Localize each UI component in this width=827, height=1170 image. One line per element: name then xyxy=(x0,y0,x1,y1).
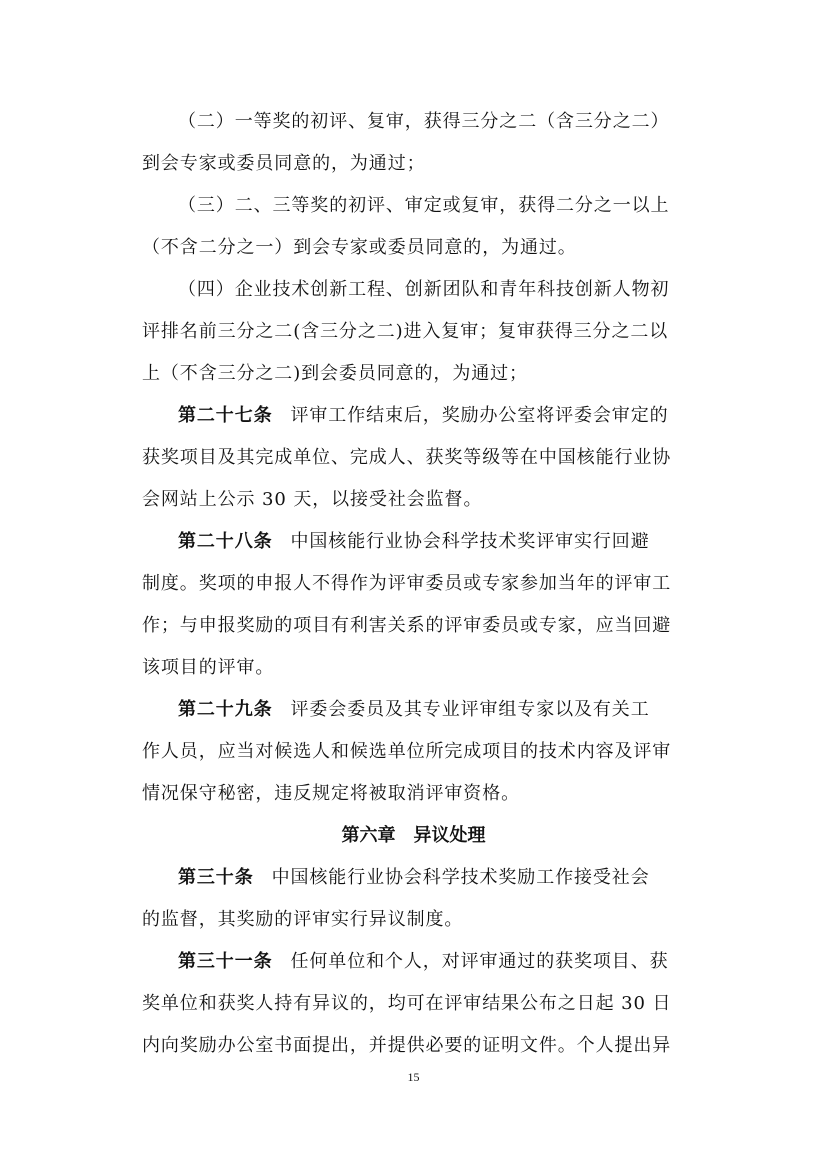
paragraph-line: 作；与申报奖励的项目有利害关系的评审委员或专家，应当回避 xyxy=(142,615,672,636)
article-text: 中国核能行业协会科学技术奖励工作接受社会 xyxy=(271,867,650,888)
article-title: 第三十条 xyxy=(178,867,254,888)
paragraph-line: 评排名前三分之二(含三分之二)进入复审；复审获得三分之二以 xyxy=(142,321,669,342)
paragraph-line: 到会专家或委员同意的，为通过； xyxy=(142,153,426,174)
article-title: 第二十七条 xyxy=(178,405,273,426)
paragraph-line: 上（不含三分之二)到会委员同意的，为通过； xyxy=(142,363,528,384)
paragraph-line: 内向奖励办公室书面提出，并提供必要的证明文件。个人提出异 xyxy=(142,1035,672,1056)
paragraph-line: 奖单位和获奖人持有异议的，均可在评审结果公布之日起 30 日 xyxy=(142,993,672,1014)
article-30-line xyxy=(178,862,687,894)
article-29-line xyxy=(178,694,687,726)
paragraph-line: 该项目的评审。 xyxy=(142,657,275,678)
article-title: 第二十八条 xyxy=(178,531,273,552)
article-31-line xyxy=(178,946,687,978)
paragraph-line: 会网站上公示 30 天，以接受社会监督。 xyxy=(142,489,483,510)
article-title: 第二十九条 xyxy=(178,699,273,720)
article-text: 评审工作结束后，奖励办公室将评委会审定的 xyxy=(290,405,669,426)
article-27-line xyxy=(178,400,687,432)
article-text: 评委会委员及其专业评审组专家以及有关工 xyxy=(290,699,650,720)
paragraph-line: （不含二分之一）到会专家或委员同意的，为通过。 xyxy=(142,237,577,258)
paragraph-line: （四）企业技术创新工程、创新团队和青年科技创新人物初 xyxy=(178,279,670,300)
paragraph-line: （三）二、三等奖的初评、审定或复审，获得二分之一以上 xyxy=(178,195,670,216)
article-text: 中国核能行业协会科学技术奖评审实行回避 xyxy=(290,531,650,552)
paragraph-line: 作人员，应当对候选人和候选单位所完成项目的技术内容及评审 xyxy=(142,741,672,762)
paragraph-line: 制度。奖项的申报人不得作为评审委员或专家参加当年的评审工 xyxy=(142,573,672,594)
page-number: 15 xyxy=(407,1070,420,1084)
paragraph-line: （二）一等奖的初评、复审，获得三分之二（含三分之二） xyxy=(178,111,670,132)
paragraph-line: 情况保守秘密，违反规定将被取消评审资格。 xyxy=(142,783,520,804)
article-title: 第三十一条 xyxy=(178,951,273,972)
article-28-line xyxy=(178,526,687,558)
paragraph-line: 获奖项目及其完成单位、完成人、获奖等级等在中国核能行业协 xyxy=(142,447,672,468)
chapter-title: 第六章 异议处理 xyxy=(341,825,486,846)
paragraph-line: 的监督，其奖励的评审实行异议制度。 xyxy=(142,909,464,930)
article-text: 任何单位和个人，对评审通过的获奖项目、获 xyxy=(290,951,669,972)
